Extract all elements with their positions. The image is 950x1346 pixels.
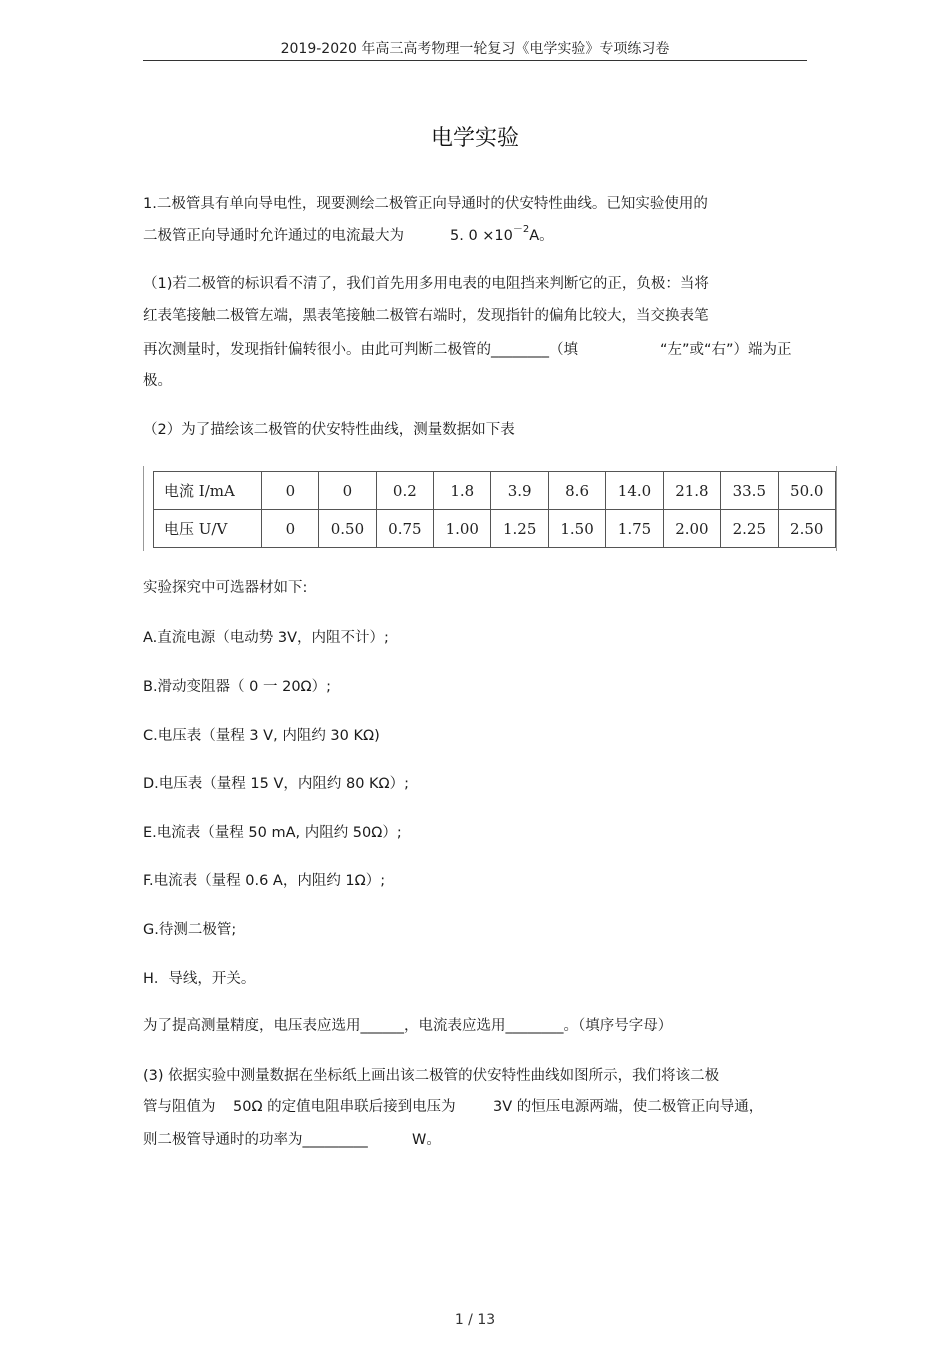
q1-line-1: 1.二极管具有单向导电性，现要测绘二极管正向导通时的伏安特性曲线。已知实验使用的 [143,196,708,212]
part3-line-3b: W。 [412,1132,441,1148]
voltage-cell: 1.75 [606,510,663,548]
equipment-item-d: D.电压表（量程 15 V，内阻约 80 KΩ）; [143,776,410,792]
equipment-item-f: F.电流表（量程 0.6 A，内阻约 1Ω）; [143,873,386,889]
voltage-cell: 0.50 [319,510,376,548]
part1-line-4: 极。 [143,373,172,389]
part3-line-2a: 管与阻值为 [143,1099,216,1115]
part1-line-3a: 再次测量时，发现指针偏转很小。由此可判断二极管的________（填 [143,342,578,358]
meter-selection-question: 为了提高测量精度，电压表应选用______，电流表应选用________。（填序号字母） [143,1018,673,1034]
part2-intro: （2）为了描绘该二极管的伏安特性曲线，测量数据如下表 [143,422,515,438]
equipment-item-b: B.滑动变阻器（ 0 一 20Ω）; [143,679,332,695]
equipment-item-g: G.待测二极管; [143,922,237,938]
q1-max-current-base: 5. 0 ×10 [450,228,513,244]
voltage-cell: 0.75 [376,510,433,548]
current-cell: 14.0 [606,472,663,510]
equipment-item-a: A.直流电源（电动势 3V，内阻不计）; [143,630,389,646]
part3-line-2c: 3V 的恒压电源两端，使二极管正向导通， [493,1099,764,1115]
q1-max-current-unit: A。 [529,228,554,244]
current-row-header: 电流 I/mA [154,472,262,510]
part1-line-1: （1)若二极管的标识看不清了，我们首先用多用电表的电阻挡来判断它的正，负极：当将 [143,276,709,292]
part1-line-2: 红表笔接触二极管左端，黑表笔接触二极管右端时，发现指针的偏角比较大，当交换表笔 [143,308,709,324]
page-number: 1 / 13 [454,1312,496,1328]
voltage-cell: 1.00 [434,510,491,548]
voltage-cell: 2.50 [778,510,836,548]
voltage-cell: 0 [262,510,319,548]
part3-line-2b: 50Ω 的定值电阻串联后接到电压为 [233,1099,456,1115]
q1-max-current-exponent: －2 [512,224,530,235]
equipment-intro: 实验探究中可选器材如下: [143,580,308,596]
part3-line-3a: 则二极管导通时的功率为_________ [143,1132,368,1148]
current-cell: 33.5 [721,472,778,510]
voltage-cell: 1.25 [491,510,548,548]
current-row [154,472,836,510]
page-title: 电学实验 [430,126,519,151]
voltage-cell: 2.00 [663,510,720,548]
current-cell: 0 [319,472,376,510]
voltage-cell: 2.25 [721,510,778,548]
current-cell: 3.9 [491,472,548,510]
voltage-row-header: 电压 U/V [154,510,262,548]
current-cell: 1.8 [434,472,491,510]
data-table-frame [143,466,837,551]
q1-max-current [450,226,554,248]
current-cell: 8.6 [548,472,605,510]
page-header: 2019-2020 年高三高考物理一轮复习《电学实验》专项练习卷 [280,41,670,57]
current-cell: 21.8 [663,472,720,510]
current-cell: 0 [262,472,319,510]
part3-line-1: (3) 依据实验中测量数据在坐标纸上画出该二极管的伏安特性曲线如图所示，我们将该二极 [143,1068,720,1084]
part1-line-3b: “左”或“右”）端为正 [660,342,792,358]
header-rule [143,60,807,61]
current-cell: 50.0 [778,472,836,510]
voltage-row [154,510,836,548]
equipment-item-e: E.电流表（量程 50 mA, 内阻约 50Ω）; [143,825,402,841]
q1-line-2a: 二极管正向导通时允许通过的电流最大为 [143,228,404,244]
voltage-cell: 1.50 [548,510,605,548]
iv-data-table [153,471,836,548]
equipment-item-h: H．导线，开关。 [143,971,256,987]
current-cell: 0.2 [376,472,433,510]
equipment-item-c: C.电压表（量程 3 V, 内阻约 30 KΩ) [143,728,380,744]
